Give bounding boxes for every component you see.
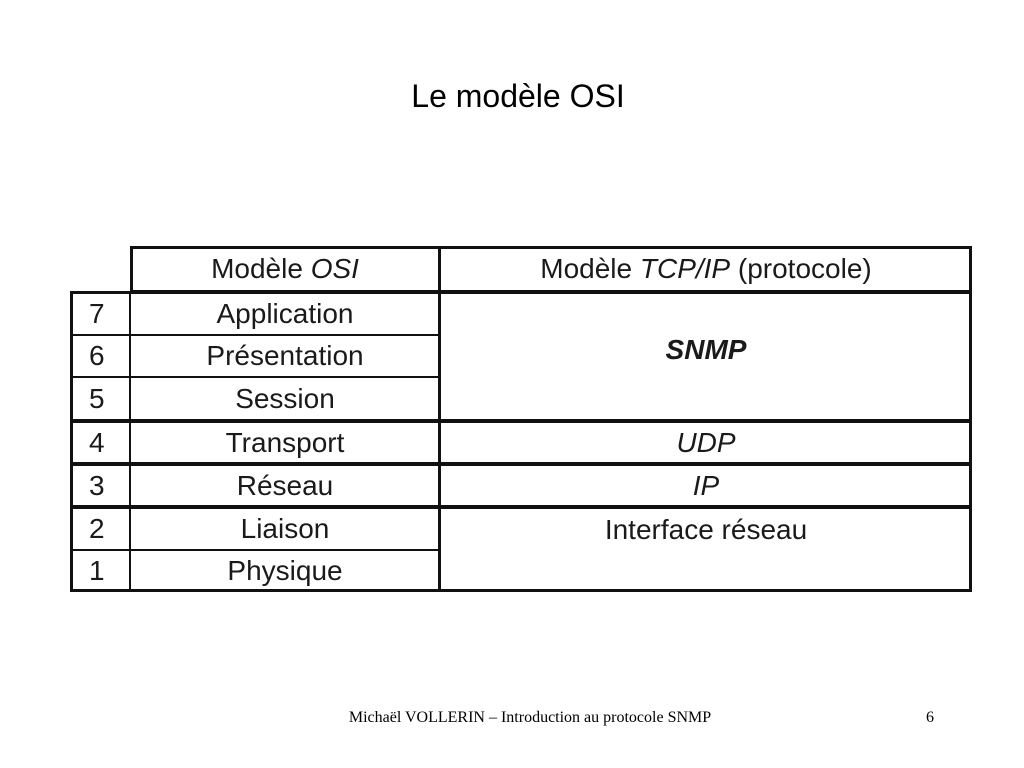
header-osi-prefix: Modèle	[211, 253, 311, 284]
layer-number-4: 4	[70, 421, 130, 464]
osi-tcpip-comparison-table	[70, 246, 972, 592]
page-number: 6	[926, 709, 934, 726]
layer-number-5: 5	[70, 377, 130, 421]
layer-name-session: Session	[130, 377, 440, 421]
tcpip-udp-cell: UDP	[440, 421, 972, 464]
layer-name-presentation: Présentation	[130, 335, 440, 377]
layer-number-1: 1	[70, 550, 130, 592]
layer-name-application: Application	[130, 292, 440, 335]
slide-title: Le modèle OSI	[411, 78, 625, 114]
layer-name-physique: Physique	[130, 550, 440, 592]
footer-author-title: Michaël VOLLERIN – Introduction au protocole SNMP	[348, 709, 712, 726]
header-tcpip-prefix: Modèle	[540, 253, 640, 284]
layer-number-2: 2	[70, 507, 130, 550]
layer-number-3: 3	[70, 464, 130, 507]
header-tcpip-model	[440, 246, 972, 292]
tcpip-ip-cell: IP	[440, 464, 972, 507]
layer-name-reseau: Réseau	[130, 464, 440, 507]
header-osi-model	[130, 246, 440, 292]
header-tcpip-em: TCP/IP	[639, 253, 731, 284]
header-tcpip-suffix: (protocole)	[730, 253, 872, 284]
layer-number-7: 7	[70, 292, 130, 335]
layer-name-liaison: Liaison	[130, 507, 440, 550]
header-osi-em: OSI	[310, 253, 359, 284]
layer-name-transport: Transport	[130, 421, 440, 464]
tcpip-snmp-cell: SNMP	[440, 292, 972, 421]
layer-number-6: 6	[70, 335, 130, 377]
tcpip-interface-reseau-cell: Interface réseau	[440, 507, 972, 592]
